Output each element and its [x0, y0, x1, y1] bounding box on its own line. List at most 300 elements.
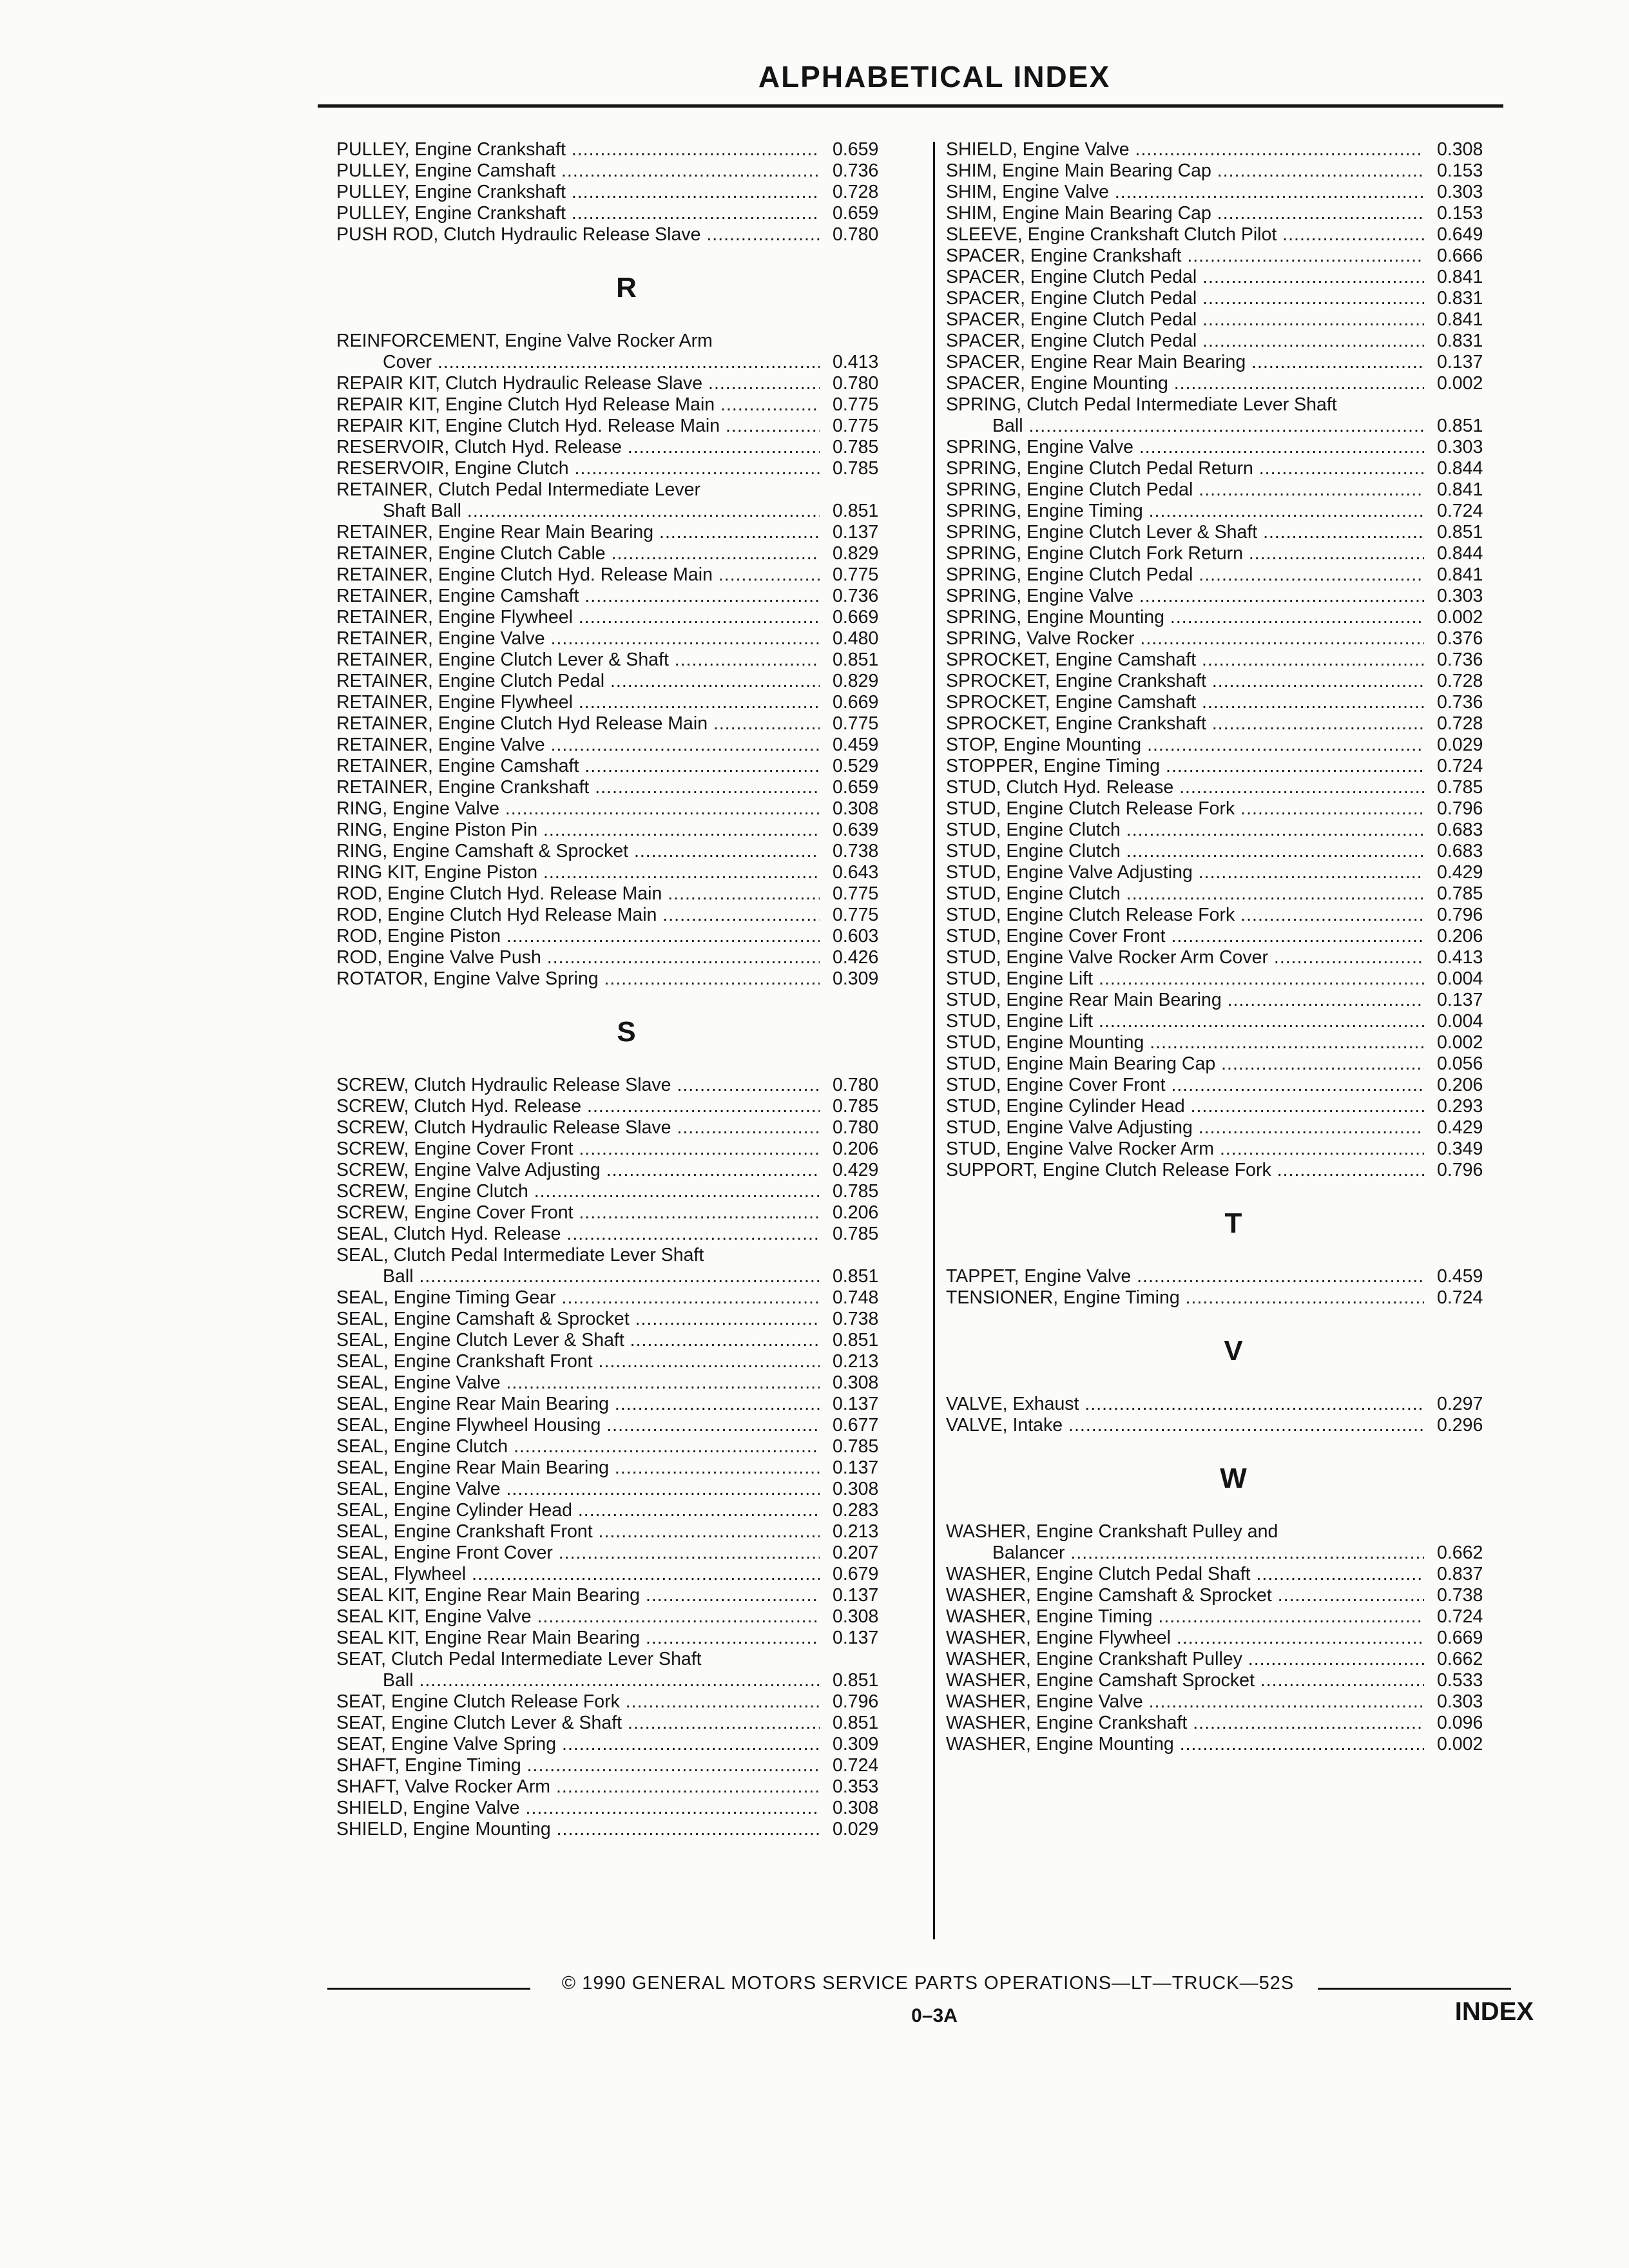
entry-label: SEAL, Clutch Pedal Intermediate Lever Shaft	[336, 1245, 704, 1265]
index-column-right	[946, 139, 1521, 1755]
entry-label: SPACER, Engine Clutch Pedal .....	[946, 309, 1424, 331]
entry-label: STUD, Engine Cylinder Head .....	[946, 1096, 1424, 1117]
index-entry	[336, 1202, 916, 1224]
index-entry	[336, 883, 916, 905]
index-entry	[946, 905, 1521, 926]
entry-page-ref: 0.376	[1437, 628, 1483, 649]
entry-page-ref: 0.659	[833, 139, 879, 160]
entry-label: SPRING, Engine Clutch Fork Return .....	[946, 543, 1424, 564]
entry-label: STUD, Engine Clutch Release Fork .....	[946, 798, 1424, 820]
entry-label: WASHER, Engine Flywheel .....	[946, 1628, 1424, 1649]
entry-label: PULLEY, Engine Crankshaft .....	[336, 203, 820, 224]
entry-label: SEAL, Engine Cylinder Head .....	[336, 1500, 820, 1521]
entry-page-ref: 0.775	[833, 416, 879, 436]
entry-label: WASHER, Engine Camshaft & Sprocket .....	[946, 1585, 1424, 1606]
entry-page-ref: 0.738	[1437, 1585, 1483, 1606]
index-entry	[336, 1628, 916, 1649]
entry-label: SEAT, Engine Clutch Lever & Shaft .....	[336, 1713, 820, 1734]
entry-page-ref: 0.785	[833, 1224, 879, 1244]
entry-label: SCREW, Engine Valve Adjusting .....	[336, 1160, 820, 1181]
index-entry	[946, 1287, 1521, 1309]
index-entry-continuation	[336, 1266, 916, 1287]
index-entry	[946, 331, 1521, 352]
entry-label: SPACER, Engine Clutch Pedal .....	[946, 331, 1424, 352]
entry-label: SEAL KIT, Engine Valve .....	[336, 1606, 820, 1628]
entry-label: TENSIONER, Engine Timing .....	[946, 1287, 1424, 1309]
entry-page-ref: 0.029	[833, 1819, 879, 1840]
entry-label: SCREW, Engine Clutch .....	[336, 1181, 820, 1202]
index-entry	[946, 990, 1521, 1011]
entry-label: SEAT, Engine Clutch Release Fork .....	[336, 1691, 820, 1713]
entry-label: SHIM, Engine Main Bearing Cap .....	[946, 160, 1424, 182]
entry-page-ref: 0.851	[833, 1266, 879, 1287]
entry-label: STUD, Engine Lift .....	[946, 968, 1424, 990]
index-entry	[336, 968, 916, 990]
footer-copyright: © 1990 GENERAL MOTORS SERVICE PARTS OPERATIONS—LT—TRUCK—52S	[561, 1973, 1295, 1994]
index-entry	[946, 309, 1521, 331]
index-entry	[946, 798, 1521, 820]
index-entry	[946, 735, 1521, 756]
entry-label: SPROCKET, Engine Camshaft .....	[946, 692, 1424, 713]
entry-page-ref: 0.309	[833, 968, 879, 989]
index-entry	[336, 926, 916, 947]
index-entry	[946, 373, 1521, 394]
entry-page-ref: 0.796	[1437, 905, 1483, 925]
entry-label: SCREW, Engine Cover Front .....	[336, 1139, 820, 1160]
entry-label: REINFORCEMENT, Engine Valve Rocker Arm	[336, 331, 713, 351]
entry-page-ref: 0.056	[1437, 1053, 1483, 1074]
entry-label: REPAIR KIT, Clutch Hydraulic Release Slave .....	[336, 373, 820, 394]
index-entry	[336, 820, 916, 841]
index-entry	[946, 522, 1521, 543]
index-entry	[946, 564, 1521, 586]
entry-label: SCREW, Clutch Hyd. Release .....	[336, 1096, 820, 1117]
index-entry	[336, 1139, 916, 1160]
index-entry	[336, 671, 916, 692]
index-entry	[946, 182, 1521, 203]
index-entry	[336, 586, 916, 607]
entry-page-ref: 0.004	[1437, 1011, 1483, 1032]
entry-page-ref: 0.844	[1437, 458, 1483, 479]
section-letter-t: T	[1224, 1207, 1242, 1239]
index-entry	[946, 437, 1521, 458]
entry-label: SHIM, Engine Main Bearing Cap .....	[946, 203, 1424, 224]
index-entry	[946, 267, 1521, 288]
entry-page-ref: 0.736	[1437, 649, 1483, 670]
entry-label: SPACER, Engine Mounting .....	[946, 373, 1424, 394]
entry-page-ref: 0.002	[1437, 1032, 1483, 1053]
entry-label: SEAL, Engine Clutch Lever & Shaft .....	[336, 1330, 820, 1351]
entry-label: SCREW, Engine Cover Front .....	[336, 1202, 820, 1224]
index-entry	[336, 182, 916, 203]
entry-page-ref: 0.643	[833, 862, 879, 883]
index-entry	[336, 1160, 916, 1181]
entry-page-ref: 0.207	[833, 1542, 879, 1563]
entry-label: ROD, Engine Clutch Hyd. Release Main .....	[336, 883, 820, 905]
entry-label: SEAL, Engine Clutch .....	[336, 1436, 820, 1457]
entry-page-ref: 0.137	[833, 1628, 879, 1648]
entry-page-ref: 0.529	[833, 756, 879, 776]
index-entry	[336, 1436, 916, 1457]
entry-label: SCREW, Clutch Hydraulic Release Slave .....	[336, 1117, 820, 1139]
entry-label: RING, Engine Piston Pin .....	[336, 820, 820, 841]
entry-page-ref: 0.785	[833, 437, 879, 457]
index-entry	[336, 1372, 916, 1394]
entry-label: SEAL, Engine Flywheel Housing .....	[336, 1415, 820, 1436]
entry-label: SPACER, Engine Clutch Pedal .....	[946, 288, 1424, 309]
entry-label: SPRING, Engine Clutch Pedal Return .....	[946, 458, 1424, 479]
entry-page-ref: 0.002	[1437, 1734, 1483, 1754]
entry-page-ref: 0.429	[833, 1160, 879, 1180]
index-entry	[946, 224, 1521, 245]
index-entry-continuation	[336, 501, 916, 522]
index-entry	[946, 841, 1521, 862]
index-entry	[336, 1564, 916, 1585]
entry-label: SHIELD, Engine Valve .....	[946, 139, 1424, 160]
entry-label: SPRING, Clutch Pedal Intermediate Lever Shaft	[946, 394, 1337, 415]
entry-page-ref: 0.662	[1437, 1542, 1483, 1563]
index-entry	[336, 1479, 916, 1500]
entry-label: PULLEY, Engine Crankshaft .....	[336, 139, 820, 160]
entry-label: TAPPET, Engine Valve .....	[946, 1266, 1424, 1287]
entry-label: SUPPORT, Engine Clutch Release Fork .....	[946, 1160, 1424, 1181]
entry-label: SEAL, Flywheel .....	[336, 1564, 820, 1585]
entry-label: SPROCKET, Engine Camshaft .....	[946, 649, 1424, 671]
entry-page-ref: 0.829	[833, 671, 879, 691]
entry-page-ref: 0.724	[1437, 1606, 1483, 1627]
entry-page-ref: 0.841	[1437, 267, 1483, 287]
index-entry	[946, 1011, 1521, 1032]
entry-label: STUD, Engine Valve Rocker Arm .....	[946, 1139, 1424, 1160]
entry-page-ref: 0.780	[833, 1117, 879, 1138]
entry-page-ref: 0.303	[1437, 182, 1483, 202]
index-entry	[336, 1819, 916, 1840]
entry-page-ref: 0.736	[833, 160, 879, 181]
index-entry	[336, 1500, 916, 1521]
index-entry	[336, 1181, 916, 1202]
entry-label: PULLEY, Engine Camshaft .....	[336, 160, 820, 182]
entry-label: SCREW, Clutch Hydraulic Release Slave .....	[336, 1075, 820, 1096]
entry-label: SEAL, Engine Crankshaft Front .....	[336, 1351, 820, 1372]
index-entry	[336, 416, 916, 437]
title-rule	[318, 104, 1503, 108]
entry-page-ref: 0.480	[833, 628, 879, 649]
index-entry	[946, 501, 1521, 522]
index-entry	[336, 1713, 916, 1734]
index-entry	[336, 1075, 916, 1096]
entry-page-ref: 0.206	[1437, 1075, 1483, 1095]
entry-page-ref: 0.649	[1437, 224, 1483, 245]
entry-page-ref: 0.002	[1437, 607, 1483, 628]
entry-label: WASHER, Engine Timing .....	[946, 1606, 1424, 1628]
index-entry	[336, 1287, 916, 1309]
entry-label: SLEEVE, Engine Crankshaft Clutch Pilot .....	[946, 224, 1424, 245]
entry-page-ref: 0.851	[1437, 416, 1483, 436]
entry-label: VALVE, Intake .....	[946, 1415, 1424, 1436]
entry-label: STOPPER, Engine Timing .....	[946, 756, 1424, 777]
index-entry	[336, 373, 916, 394]
index-entry	[336, 862, 916, 883]
index-entry	[336, 437, 916, 458]
entry-page-ref: 0.679	[833, 1564, 879, 1584]
entry-page-ref: 0.669	[833, 692, 879, 713]
entry-page-ref: 0.736	[833, 586, 879, 606]
entry-label: RING, Engine Valve .....	[336, 798, 820, 820]
column-divider	[933, 142, 935, 1939]
index-entry	[946, 1160, 1521, 1181]
entry-page-ref: 0.669	[1437, 1628, 1483, 1648]
entry-page-ref: 0.677	[833, 1415, 879, 1436]
index-entry	[946, 1628, 1521, 1649]
index-entry	[336, 798, 916, 820]
entry-label: SEAL, Engine Camshaft & Sprocket .....	[336, 1309, 820, 1330]
entry-label: SEAT, Clutch Pedal Intermediate Lever Shaft	[336, 1649, 702, 1669]
entry-page-ref: 0.785	[833, 458, 879, 479]
entry-label: RETAINER, Engine Valve .....	[336, 735, 820, 756]
entry-label: Ball .....	[336, 1670, 820, 1691]
index-entry	[336, 1649, 916, 1670]
entry-label: SPROCKET, Engine Crankshaft .....	[946, 671, 1424, 692]
index-entry	[336, 1542, 916, 1564]
entry-page-ref: 0.533	[1437, 1670, 1483, 1691]
index-entry	[946, 862, 1521, 883]
entry-label: WASHER, Engine Crankshaft Pulley .....	[946, 1649, 1424, 1670]
entry-label: RETAINER, Engine Camshaft .....	[336, 586, 820, 607]
entry-page-ref: 0.851	[833, 1713, 879, 1733]
index-entry	[946, 160, 1521, 182]
entry-label: SEAT, Engine Valve Spring .....	[336, 1734, 820, 1755]
entry-label: STUD, Engine Main Bearing Cap .....	[946, 1053, 1424, 1075]
index-entry	[336, 224, 916, 245]
entry-label: SPACER, Engine Clutch Pedal .....	[946, 267, 1424, 288]
entry-label: SEAL, Engine Rear Main Bearing .....	[336, 1394, 820, 1415]
entry-label: SPROCKET, Engine Crankshaft .....	[946, 713, 1424, 735]
index-entry	[946, 1117, 1521, 1139]
footer-section-label: INDEX	[1454, 1997, 1534, 2026]
entry-label: RETAINER, Engine Rear Main Bearing .....	[336, 522, 820, 543]
index-entry	[946, 479, 1521, 501]
index-entry	[336, 692, 916, 713]
entry-label: VALVE, Exhaust .....	[946, 1394, 1424, 1415]
entry-page-ref: 0.829	[833, 543, 879, 564]
index-entry-continuation	[946, 416, 1521, 437]
entry-page-ref: 0.683	[1437, 820, 1483, 840]
index-entry	[946, 1606, 1521, 1628]
index-entry	[946, 1139, 1521, 1160]
index-entry	[336, 1096, 916, 1117]
index-entry	[946, 692, 1521, 713]
index-entry	[946, 1649, 1521, 1670]
entry-page-ref: 0.603	[833, 926, 879, 947]
index-entry	[336, 543, 916, 564]
entry-label: WASHER, Engine Valve .....	[946, 1691, 1424, 1713]
entry-label: SPRING, Valve Rocker .....	[946, 628, 1424, 649]
entry-page-ref: 0.459	[1437, 1266, 1483, 1287]
index-entry	[946, 649, 1521, 671]
entry-page-ref: 0.724	[1437, 1287, 1483, 1308]
entry-page-ref: 0.429	[1437, 1117, 1483, 1138]
entry-label: STUD, Engine Clutch .....	[946, 820, 1424, 841]
entry-page-ref: 0.206	[1437, 926, 1483, 947]
entry-label: SEAL, Engine Rear Main Bearing .....	[336, 1457, 820, 1479]
entry-page-ref: 0.206	[833, 1139, 879, 1159]
entry-page-ref: 0.796	[833, 1691, 879, 1712]
index-entry	[946, 1564, 1521, 1585]
index-entry	[336, 1776, 916, 1798]
index-entry	[946, 926, 1521, 947]
entry-page-ref: 0.137	[1437, 990, 1483, 1010]
index-entry	[336, 649, 916, 671]
index-entry	[946, 245, 1521, 267]
entry-page-ref: 0.666	[1437, 245, 1483, 266]
index-entry	[336, 203, 916, 224]
entry-page-ref: 0.303	[1437, 437, 1483, 457]
index-entry	[336, 1734, 916, 1755]
index-entry	[946, 713, 1521, 735]
entry-label: SEAL, Clutch Hyd. Release .....	[336, 1224, 820, 1245]
index-entry-continuation	[336, 352, 916, 373]
index-entry	[336, 331, 916, 352]
index-entry-continuation	[336, 1670, 916, 1691]
index-entry	[336, 1457, 916, 1479]
index-entry	[946, 394, 1521, 416]
index-entry	[336, 1330, 916, 1351]
section-letter-s: S	[617, 1016, 636, 1048]
index-entry	[336, 160, 916, 182]
index-entry	[336, 522, 916, 543]
entry-page-ref: 0.728	[833, 182, 879, 202]
entry-label: STUD, Engine Cover Front .....	[946, 1075, 1424, 1096]
entry-label: STUD, Engine Mounting .....	[946, 1032, 1424, 1053]
entry-page-ref: 0.841	[1437, 479, 1483, 500]
entry-page-ref: 0.303	[1437, 586, 1483, 606]
index-entry	[946, 968, 1521, 990]
entry-page-ref: 0.683	[1437, 841, 1483, 861]
index-entry	[946, 1585, 1521, 1606]
index-entry	[946, 671, 1521, 692]
entry-label: SHAFT, Engine Timing .....	[336, 1755, 820, 1776]
entry-page-ref: 0.353	[833, 1776, 879, 1797]
entry-page-ref: 0.283	[833, 1500, 879, 1521]
entry-page-ref: 0.308	[833, 1606, 879, 1627]
entry-label: STUD, Engine Clutch Release Fork .....	[946, 905, 1424, 926]
entry-label: RETAINER, Engine Camshaft .....	[336, 756, 820, 777]
entry-label: SPRING, Engine Clutch Pedal .....	[946, 564, 1424, 586]
entry-page-ref: 0.309	[833, 1734, 879, 1754]
entry-page-ref: 0.844	[1437, 543, 1483, 564]
entry-label: SPRING, Engine Timing .....	[946, 501, 1424, 522]
entry-label: Cover .....	[336, 352, 820, 373]
entry-label: RETAINER, Engine Crankshaft .....	[336, 777, 820, 798]
index-entry	[946, 139, 1521, 160]
entry-label: PUSH ROD, Clutch Hydraulic Release Slave .....	[336, 224, 820, 245]
entry-page-ref: 0.738	[833, 1309, 879, 1329]
section-letter-r: R	[616, 272, 637, 303]
entry-page-ref: 0.724	[1437, 756, 1483, 776]
index-entry	[336, 607, 916, 628]
entry-label: RETAINER, Engine Clutch Hyd. Release Main .....	[336, 564, 820, 586]
entry-label: RETAINER, Engine Clutch Hyd Release Main .....	[336, 713, 820, 735]
entry-label: STUD, Engine Cover Front .....	[946, 926, 1424, 947]
entry-page-ref: 0.775	[833, 883, 879, 904]
entry-label: SHIELD, Engine Mounting .....	[336, 1819, 820, 1840]
index-entry	[336, 1585, 916, 1606]
index-entry	[946, 756, 1521, 777]
entry-page-ref: 0.724	[833, 1755, 879, 1776]
entry-label: Ball .....	[336, 1266, 820, 1287]
index-entry	[336, 756, 916, 777]
entry-page-ref: 0.153	[1437, 160, 1483, 181]
entry-page-ref: 0.659	[833, 777, 879, 798]
entry-page-ref: 0.775	[833, 394, 879, 415]
entry-page-ref: 0.639	[833, 820, 879, 840]
entry-page-ref: 0.459	[833, 735, 879, 755]
entry-label: SPRING, Engine Mounting .....	[946, 607, 1424, 628]
index-entry	[946, 586, 1521, 607]
index-entry	[946, 777, 1521, 798]
entry-label: RESERVOIR, Clutch Hyd. Release .....	[336, 437, 820, 458]
index-column-left	[336, 139, 916, 1840]
entry-page-ref: 0.137	[833, 1585, 879, 1606]
index-entry	[946, 543, 1521, 564]
entry-label: STUD, Clutch Hyd. Release .....	[946, 777, 1424, 798]
entry-label: WASHER, Engine Mounting .....	[946, 1734, 1424, 1755]
entry-page-ref: 0.785	[1437, 777, 1483, 798]
entry-page-ref: 0.831	[1437, 288, 1483, 309]
entry-label: STUD, Engine Valve Rocker Arm Cover .....	[946, 947, 1424, 968]
entry-label: WASHER, Engine Crankshaft Pulley and	[946, 1521, 1278, 1542]
index-entry	[946, 288, 1521, 309]
index-entry	[946, 203, 1521, 224]
index-entry	[946, 1096, 1521, 1117]
entry-label: STUD, Engine Clutch .....	[946, 841, 1424, 862]
entry-page-ref: 0.349	[1437, 1139, 1483, 1159]
index-entry	[336, 905, 916, 926]
index-entry	[946, 1670, 1521, 1691]
entry-page-ref: 0.738	[833, 841, 879, 861]
index-entry	[336, 458, 916, 479]
index-entry	[946, 1521, 1521, 1542]
entry-page-ref: 0.662	[1437, 1649, 1483, 1669]
entry-label: SEAL, Engine Crankshaft Front .....	[336, 1521, 820, 1542]
entry-label: SPRING, Engine Clutch Lever & Shaft .....	[946, 522, 1424, 543]
index-entry	[336, 1798, 916, 1819]
section-letter-w: W	[1220, 1463, 1247, 1494]
entry-page-ref: 0.213	[833, 1521, 879, 1542]
entry-page-ref: 0.002	[1437, 373, 1483, 394]
index-entry	[946, 1713, 1521, 1734]
entry-label: Shaft Ball .....	[336, 501, 820, 522]
entry-label: SPRING, Engine Valve .....	[946, 437, 1424, 458]
index-entry	[336, 1351, 916, 1372]
index-entry	[336, 1691, 916, 1713]
entry-page-ref: 0.296	[1437, 1415, 1483, 1436]
index-entry	[336, 479, 916, 501]
entry-page-ref: 0.213	[833, 1351, 879, 1372]
index-entry	[336, 1394, 916, 1415]
index-entry	[946, 628, 1521, 649]
entry-page-ref: 0.837	[1437, 1564, 1483, 1584]
index-entry	[946, 1394, 1521, 1415]
index-entry	[946, 820, 1521, 841]
entry-label: SHIM, Engine Valve .....	[946, 182, 1424, 203]
entry-page-ref: 0.308	[833, 1798, 879, 1818]
entry-label: STUD, Engine Clutch .....	[946, 883, 1424, 905]
index-entry-continuation	[946, 1542, 1521, 1564]
entry-label: SEAL KIT, Engine Rear Main Bearing .....	[336, 1628, 820, 1649]
entry-label: RING KIT, Engine Piston .....	[336, 862, 820, 883]
entry-page-ref: 0.308	[1437, 139, 1483, 160]
